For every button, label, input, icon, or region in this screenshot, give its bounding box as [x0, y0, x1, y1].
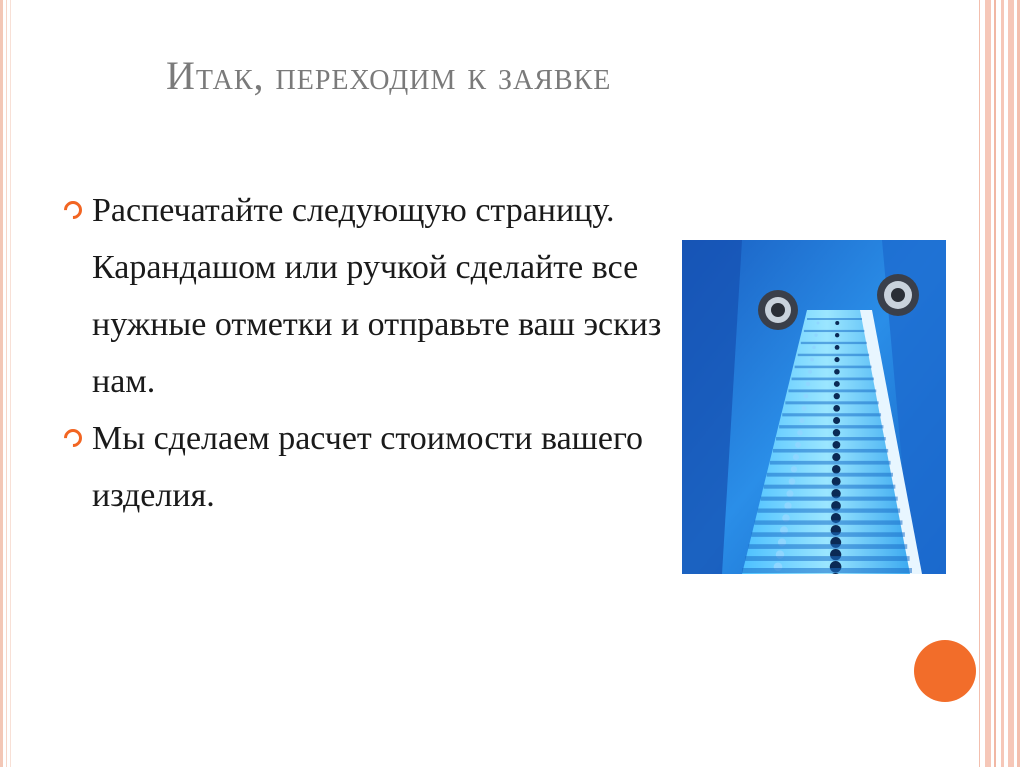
terminal-hole: [835, 321, 839, 325]
terminal-slot: [801, 342, 867, 344]
terminal-block-illustration: [682, 240, 946, 574]
terminal-slot: [773, 449, 888, 453]
terminal-screw: [795, 442, 801, 448]
terminal-hole: [833, 405, 840, 412]
terminal-slot: [792, 378, 874, 381]
slide-title: Итак, переходим к заявке: [166, 53, 612, 98]
bullet-icon: [60, 197, 85, 222]
terminal-screw: [808, 370, 812, 374]
terminal-slot: [776, 437, 886, 440]
terminal-slot: [748, 544, 907, 549]
frame-line: [10, 0, 11, 767]
terminal-hole: [833, 417, 840, 424]
terminal-screw: [791, 466, 797, 472]
terminal-screw: [793, 454, 799, 460]
terminal-hole: [835, 345, 840, 350]
terminal-slot: [798, 354, 869, 356]
terminal-hole: [834, 357, 839, 362]
terminal-screw: [797, 430, 803, 436]
terminal-slot: [770, 461, 891, 465]
terminal-slot: [807, 318, 862, 320]
terminal-slot: [788, 389, 876, 392]
terminal-hole: [834, 369, 840, 375]
terminal-screw: [802, 406, 807, 411]
terminal-hole: [833, 441, 841, 449]
frame-line: [1001, 0, 1004, 767]
frame-line: [0, 0, 3, 767]
terminal-slot: [767, 473, 893, 477]
bullet-item: [60, 182, 700, 410]
terminal-hole: [832, 453, 840, 461]
terminal-slot: [757, 508, 900, 512]
bullet-text: Распечатайте следующую страницу. Карандашом или ручкой сделайте все нужные отметки и отправьте ваш эскиз нам.: [92, 192, 662, 400]
terminal-block-photo: [682, 240, 946, 574]
terminal-slot: [785, 401, 878, 404]
terminal-hole: [832, 477, 841, 486]
terminal-hole: [834, 381, 840, 387]
bullet-text: Мы сделаем расчет стоимости вашего изделия.: [92, 420, 644, 514]
terminal-slot: [795, 366, 872, 369]
frame-line: [6, 0, 7, 767]
decorative-circle-icon: [914, 640, 976, 702]
frame-line: [985, 0, 991, 767]
terminal-slot: [751, 532, 905, 537]
terminal-hole: [835, 333, 839, 337]
terminal-screw: [789, 478, 796, 485]
terminal-screw: [804, 394, 809, 399]
frame-line: [979, 0, 980, 767]
frame-line: [994, 0, 996, 767]
terminal-slot: [761, 497, 898, 501]
terminal-screw: [817, 322, 820, 325]
terminal-slot: [779, 425, 883, 428]
bullet-list: [60, 182, 700, 524]
terminal-slot: [764, 485, 896, 489]
terminal-screw: [799, 418, 804, 423]
frame-line: [1017, 0, 1020, 767]
terminal-slot: [742, 568, 912, 573]
terminal-screw: [810, 358, 814, 362]
terminal-screw: [812, 346, 816, 350]
terminal-hole: [834, 393, 840, 399]
terminal-hole: [833, 429, 840, 436]
terminal-hole: [832, 465, 841, 474]
bullet-icon: [60, 425, 85, 450]
frame-line: [1008, 0, 1014, 767]
terminal-screw: [784, 502, 791, 509]
terminal-slot: [782, 413, 881, 416]
terminal-slot: [804, 330, 864, 332]
terminal-screw: [814, 334, 817, 337]
terminal-screw: [806, 382, 810, 386]
terminal-screw: [787, 490, 794, 497]
bullet-item: [60, 410, 700, 524]
terminal-slot: [754, 520, 902, 524]
terminal-slot: [745, 556, 910, 561]
